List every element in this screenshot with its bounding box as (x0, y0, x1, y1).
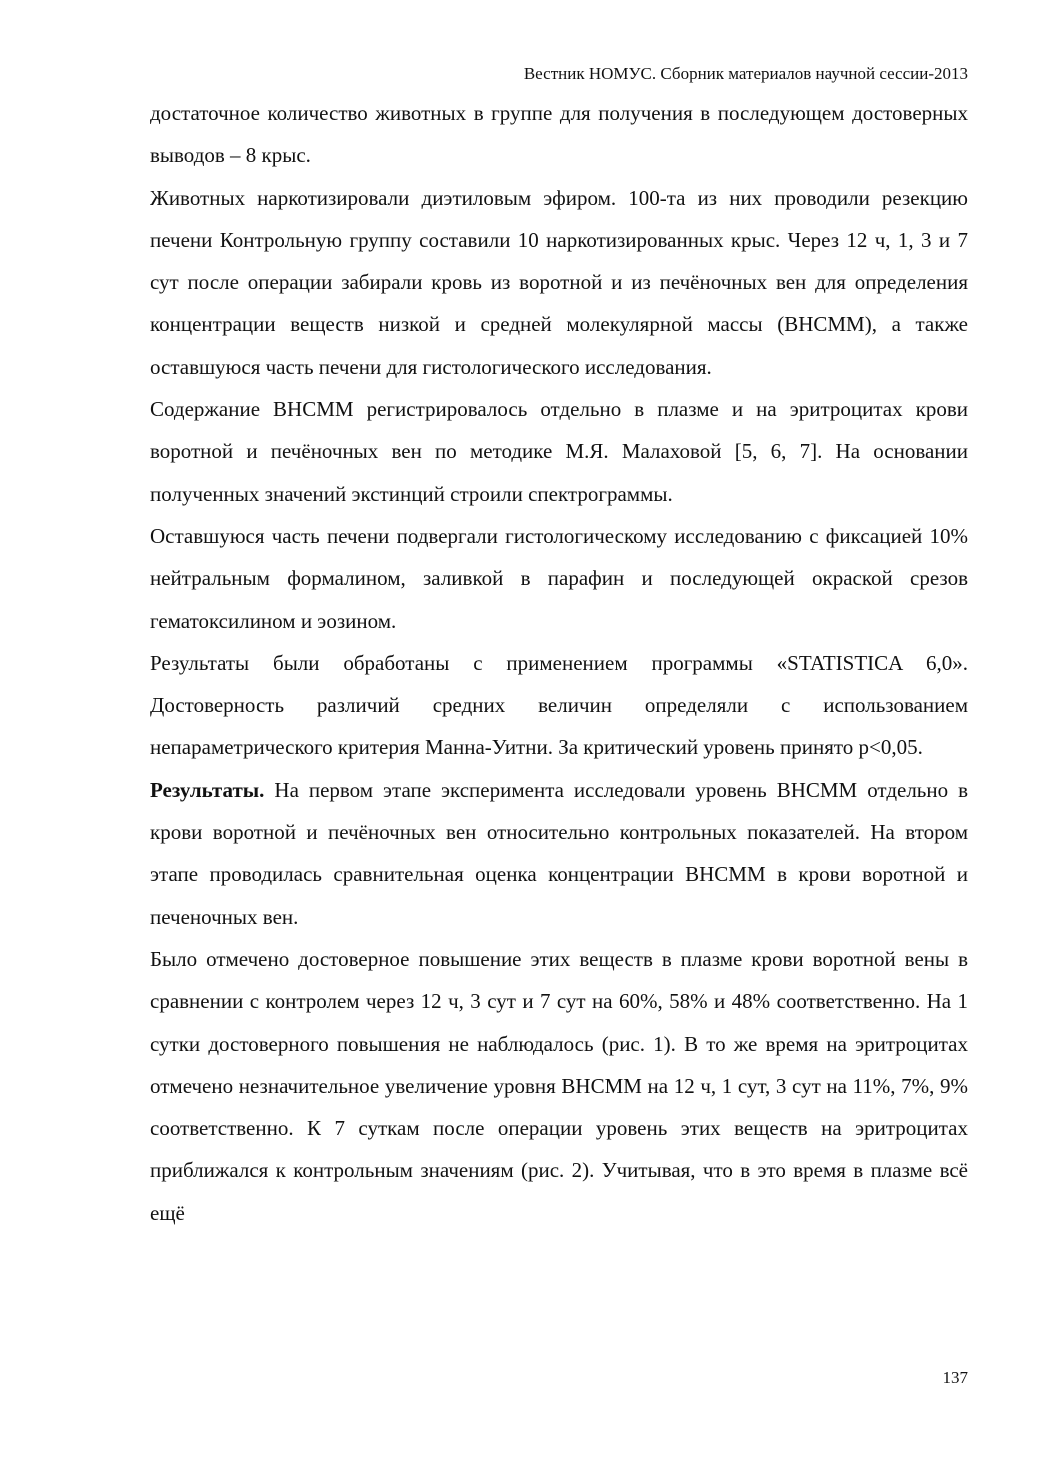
paragraph-vnsmm-measurement: Содержание ВНСММ регистрировалось отдельно в плазме и на эритроцитах крови воротной и печёночных вен по методике М.Я. Малаховой [5, 6, 7]. На основании полученных значений экстинций строили спектрограммы. (150, 397, 968, 506)
running-header: Вестник НОМУС. Сборник материалов научной сессии-2013 (523, 64, 968, 83)
paragraph-results (150, 769, 968, 938)
paragraph-statistics: Результаты были обработаны с применением программы «STATISTICA 6,0». Достоверность различий средних величин определяли с использованием непараметрического критерия Манна-Уитни. За критический уровень принято р<0,05. (150, 650, 968, 760)
paragraph-histology: Оставшуюся часть печени подвергали гистологическому исследованию с фиксацией 10% нейтральным формалином, заливкой в парафин и последующей окраской срезов гематоксилином и эозином. (150, 523, 968, 633)
paragraph-sample-size: достаточное количество животных в группе для получения в последующем достоверных выводов – 8 крыс. (150, 101, 968, 168)
results-text: На первом этапе эксперимента исследовали уровень ВНСММ отдельно в крови воротной и печёночных вен относительно контрольных показателей. На втором этапе проводилась сравнительная оценка концентрации ВНСММ в крови воротной и печеночных вен. (150, 777, 968, 929)
page-number: 137 (942, 1368, 968, 1387)
paragraph-findings: Было отмечено достоверное повышение этих веществ в плазме крови воротной вены в сравнении с контролем через 12 ч, 3 сут и 7 сут на 60%, 58% и 48% соответственно. На 1 сутки достоверного повышения не наблюдалось (рис. 1). В то же время на эритроцитах отмечено незначительное увеличение уровня ВНСММ на 12 ч, 1 сут, 3 сут на 11%, 7%, 9% соответственно. К 7 суткам после операции уровень этих веществ на эритроцитах приближался к контрольным значениям (рис. 2). Учитывая, что в это время в плазме всё ещё (150, 946, 968, 1225)
results-heading: Результаты. (150, 777, 265, 802)
article-body (150, 92, 968, 1234)
paragraph-anesthesia-procedure: Животных наркотизировали диэтиловым эфиром. 100-та из них проводили резекцию печени Контрольную группу составили 10 наркотизированных крыс. Через 12 ч, 1, 3 и 7 сут после операции забирали кровь из воротной и из печёночных вен для определения концентрации веществ низкой и средней молекулярной массы (ВНСММ), а также оставшуюся часть печени для гистологического исследования. (150, 185, 968, 379)
